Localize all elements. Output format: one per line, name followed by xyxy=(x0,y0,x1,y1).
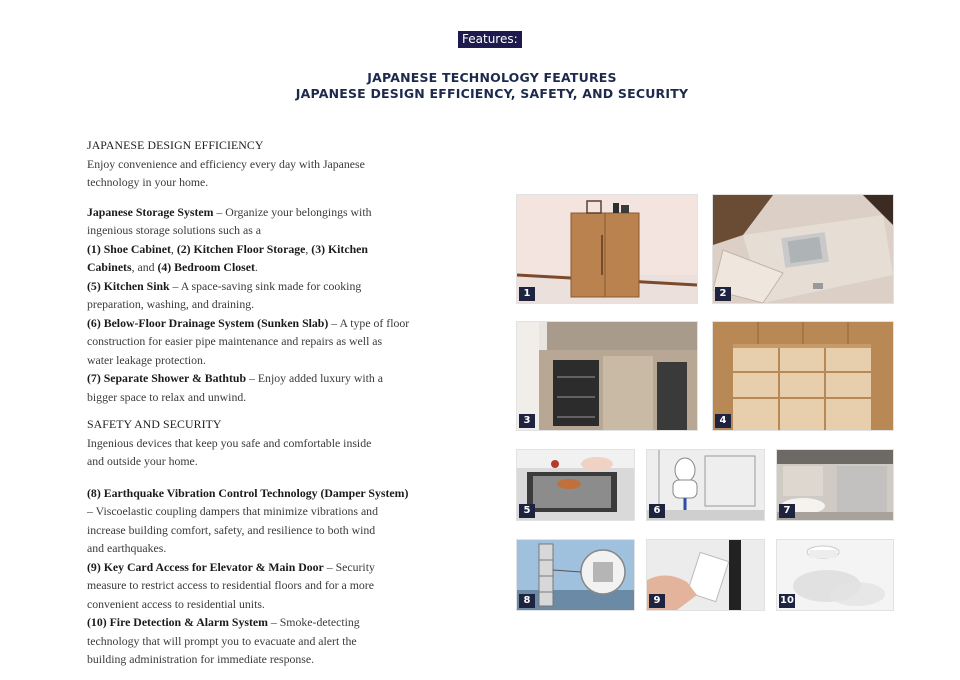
photo-number: 5 xyxy=(519,504,535,518)
sink-title: (5) Kitchen Sink xyxy=(87,278,170,293)
features-badge: Features: xyxy=(458,31,522,48)
sep: . xyxy=(254,260,258,274)
drain-line-1 xyxy=(87,314,457,333)
safety-intro-2: and outside your home. xyxy=(87,454,198,468)
efficiency-heading: JAPANESE DESIGN EFFICIENCY xyxy=(87,138,264,152)
quake-line-3: increase building comfort, safety, and resilience to both wind xyxy=(87,522,376,537)
photo-number: 2 xyxy=(715,287,731,301)
storage-title: Japanese Storage System xyxy=(87,204,214,219)
shower-line-1 xyxy=(87,369,457,388)
item-kitchen-cabinets: (3) Kitchen xyxy=(311,241,368,256)
item-kitchen-cabinets-cont: Cabinets xyxy=(87,260,132,274)
photo-number: 9 xyxy=(649,594,665,608)
drain-line-2: construction for easier pipe maintenance and repairs as well as xyxy=(87,334,383,348)
item-shoe-cabinet: (1) Shoe Cabinet xyxy=(87,241,171,256)
item-kitchen-floor-storage: (2) Kitchen Floor Storage xyxy=(176,241,306,256)
closet-illustration xyxy=(713,322,893,430)
photo-number: 7 xyxy=(779,504,795,518)
photo-shower-bathtub xyxy=(776,449,894,521)
page-title xyxy=(0,70,960,102)
item-bedroom-closet: (4) Bedroom Closet xyxy=(157,260,255,274)
key-line-1 xyxy=(87,558,457,577)
features-text xyxy=(87,136,457,669)
key-line-3: convenient access to residential units. xyxy=(87,596,265,611)
photo-kitchen-floor-storage xyxy=(712,194,894,304)
sep: , xyxy=(305,241,312,256)
fire-line-1 xyxy=(87,613,457,632)
title-line-1: JAPANESE TECHNOLOGY FEATURES xyxy=(367,70,617,85)
photo-bedroom-closet xyxy=(712,321,894,431)
fire-line-2: technology that will prompt you to evacuate and alert the xyxy=(87,633,357,648)
photo-key-card xyxy=(646,539,765,611)
storage-list-1 xyxy=(87,240,457,259)
quake-title: (8) Earthquake Vibration Control Technology (Damper System) xyxy=(87,485,409,500)
drain-line-3: water leakage protection. xyxy=(87,352,206,367)
kitchen-cabinets-illustration xyxy=(517,322,697,430)
photo-number: 3 xyxy=(519,414,535,428)
shower-line-2: bigger space to relax and unwind. xyxy=(87,389,247,404)
shower-title: (7) Separate Shower & Bathtub xyxy=(87,371,247,385)
fire-line-3: building administration for immediate response. xyxy=(87,652,315,666)
photo-kitchen-cabinets xyxy=(516,321,698,431)
sink-text-1: – A space-saving sink made for cooking xyxy=(169,278,362,293)
photo-number: 10 xyxy=(780,595,794,606)
sep: , xyxy=(170,241,177,256)
shoe-cabinet-illustration xyxy=(517,195,697,303)
fire-title: (10) Fire Detection & Alarm System xyxy=(87,615,268,629)
efficiency-intro-2: technology in your home. xyxy=(87,175,209,189)
photo-damper-system xyxy=(516,539,635,611)
key-title: (9) Key Card Access for Elevator & Main Door xyxy=(87,559,324,574)
safety-intro-1: Ingenious devices that keep you safe and comfortable inside xyxy=(87,435,372,450)
photo-below-floor-drainage xyxy=(646,449,765,521)
storage-list-2 xyxy=(87,258,457,277)
storage-line-1 xyxy=(87,203,457,222)
photo-kitchen-sink xyxy=(516,449,635,521)
drain-title: (6) Below-Floor Drainage System (Sunken Slab) xyxy=(87,315,329,330)
storage-line-2: ingenious storage solutions such as a xyxy=(87,223,261,237)
photo-number: 1 xyxy=(519,287,535,301)
quake-line-1 xyxy=(87,484,457,503)
photo-number: 8 xyxy=(519,594,535,608)
photo-smoke-detector xyxy=(776,539,894,611)
quake-line-2: – Viscoelastic coupling dampers that minimize vibrations and xyxy=(87,504,378,518)
sink-line-1 xyxy=(87,277,457,296)
sink-line-2: preparation, washing, and draining. xyxy=(87,297,255,311)
shower-text-1: – Enjoy added luxury with a xyxy=(246,371,383,385)
quake-line-4: and earthquakes. xyxy=(87,541,167,555)
fire-text-1: – Smoke-detecting xyxy=(267,615,360,629)
sep: , and xyxy=(131,260,158,274)
floor-storage-illustration xyxy=(713,195,893,303)
drain-text-1: – A type of floor xyxy=(328,315,410,330)
photo-shoe-cabinet xyxy=(516,194,698,304)
photo-number: 4 xyxy=(715,414,731,428)
storage-text-1: – Organize your belongings with xyxy=(213,204,372,219)
title-line-2: JAPANESE DESIGN EFFICIENCY, SAFETY, AND SECURITY xyxy=(295,86,689,101)
safety-heading: SAFETY AND SECURITY xyxy=(87,417,222,431)
efficiency-intro-1: Enjoy convenience and efficiency every day with Japanese xyxy=(87,156,365,171)
key-text-1: – Security xyxy=(323,559,375,574)
photo-number: 6 xyxy=(649,504,665,518)
key-line-2: measure to restrict access to residential floors and for a more xyxy=(87,578,374,592)
